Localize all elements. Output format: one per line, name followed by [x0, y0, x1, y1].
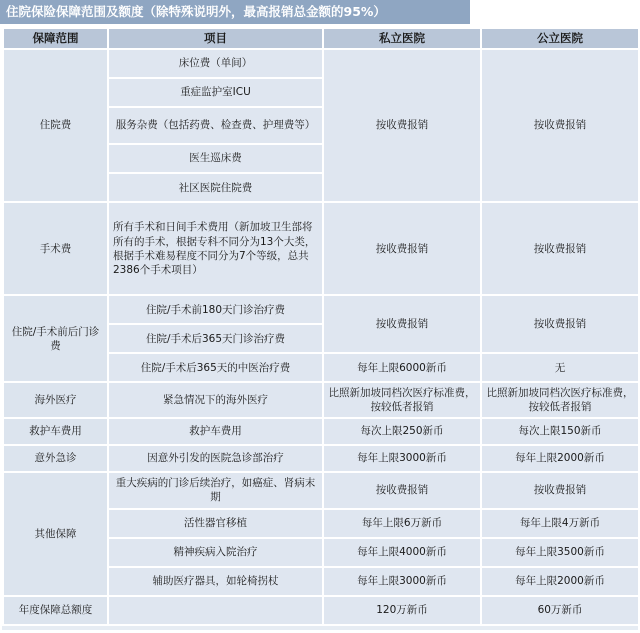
- category-surgery: 手术费: [3, 202, 108, 295]
- public-cell: 每年上限2000新币: [481, 567, 639, 596]
- public-cell: 每年上限4万新币: [481, 509, 639, 538]
- public-cell: 比照新加坡同档次医疗标准费，按较低者报销: [481, 382, 639, 417]
- table-row: [3, 418, 639, 445]
- private-cell: 按收费报销: [323, 295, 481, 353]
- header-scope: 保障范围: [3, 28, 108, 49]
- header-private: 私立医院: [323, 28, 481, 49]
- public-cell: 按收费报销: [481, 472, 639, 509]
- category-inpatient: 住院费: [3, 49, 108, 202]
- item-cell: 紧急情况下的海外医疗: [108, 382, 323, 417]
- public-cell: 每次上限150新币: [481, 418, 639, 445]
- private-cell: 比照新加坡同档次医疗标准费，按较低者报销: [323, 382, 481, 417]
- table-row: [3, 382, 639, 417]
- category-ambulance: 救护车费用: [3, 418, 108, 445]
- coverage-table: [2, 27, 640, 626]
- public-cell: 按收费报销: [481, 202, 639, 295]
- public-cell: 无: [481, 353, 639, 382]
- table-row: [3, 445, 639, 472]
- item-cell: 住院/手术后365天的中医治疗费: [108, 353, 323, 382]
- table-row: [3, 202, 639, 295]
- public-cell: 按收费报销: [481, 49, 639, 202]
- table-row: [3, 295, 639, 324]
- category-other: 其他保障: [3, 472, 108, 596]
- item-cell: 重大疾病的门诊后续治疗，如癌症、肾病末期: [108, 472, 323, 509]
- header-item: 项目: [108, 28, 323, 49]
- item-cell: 医生巡床费: [108, 144, 323, 173]
- table-bottom-strip: [2, 626, 638, 630]
- public-cell: 按收费报销: [481, 295, 639, 353]
- category-outpatient: 住院/手术前后门诊费: [3, 295, 108, 382]
- private-cell: 每年上限4000新币: [323, 538, 481, 567]
- item-cell: 辅助医疗器具，如轮椅拐杖: [108, 567, 323, 596]
- category-annual: 年度保障总额度: [3, 596, 108, 625]
- table-row: [3, 596, 639, 625]
- table-row: [3, 472, 639, 509]
- private-cell: 按收费报销: [323, 49, 481, 202]
- item-cell: 住院/手术后365天门诊治疗费: [108, 324, 323, 353]
- category-overseas: 海外医疗: [3, 382, 108, 417]
- item-cell: 住院/手术前180天门诊治疗费: [108, 295, 323, 324]
- private-cell: 120万新币: [323, 596, 481, 625]
- item-cell: 社区医院住院费: [108, 173, 323, 202]
- item-cell: 所有手术和日间手术费用（新加坡卫生部将所有的手术，根据专科不同分为13个大类，根据手术难易程度不同分为7个等级，总共2386个手术项目）: [108, 202, 323, 295]
- category-emergency: 意外急诊: [3, 445, 108, 472]
- private-cell: 按收费报销: [323, 472, 481, 509]
- table-row: [3, 49, 639, 78]
- public-cell: 60万新币: [481, 596, 639, 625]
- table-title: 住院保险保障范围及额度（除特殊说明外，最高报销总金额的95%）: [0, 0, 470, 24]
- private-cell: 每年上限3000新币: [323, 445, 481, 472]
- item-cell: 床位费（单间）: [108, 49, 323, 78]
- item-cell: 精神疾病入院治疗: [108, 538, 323, 567]
- item-cell: 因意外引发的医院急诊部治疗: [108, 445, 323, 472]
- public-cell: 每年上限2000新币: [481, 445, 639, 472]
- item-cell: 活性器官移植: [108, 509, 323, 538]
- item-cell: 服务杂费（包括药费、检查费、护理费等）: [108, 107, 323, 144]
- private-cell: 每年上限6万新币: [323, 509, 481, 538]
- header-public: 公立医院: [481, 28, 639, 49]
- private-cell: 每次上限250新币: [323, 418, 481, 445]
- private-cell: 每年上限3000新币: [323, 567, 481, 596]
- item-cell: 救护车费用: [108, 418, 323, 445]
- private-cell: 按收费报销: [323, 202, 481, 295]
- header-row: [3, 28, 639, 49]
- item-cell: 重症监护室ICU: [108, 78, 323, 107]
- public-cell: 每年上限3500新币: [481, 538, 639, 567]
- private-cell: 每年上限6000新币: [323, 353, 481, 382]
- item-cell: [108, 596, 323, 625]
